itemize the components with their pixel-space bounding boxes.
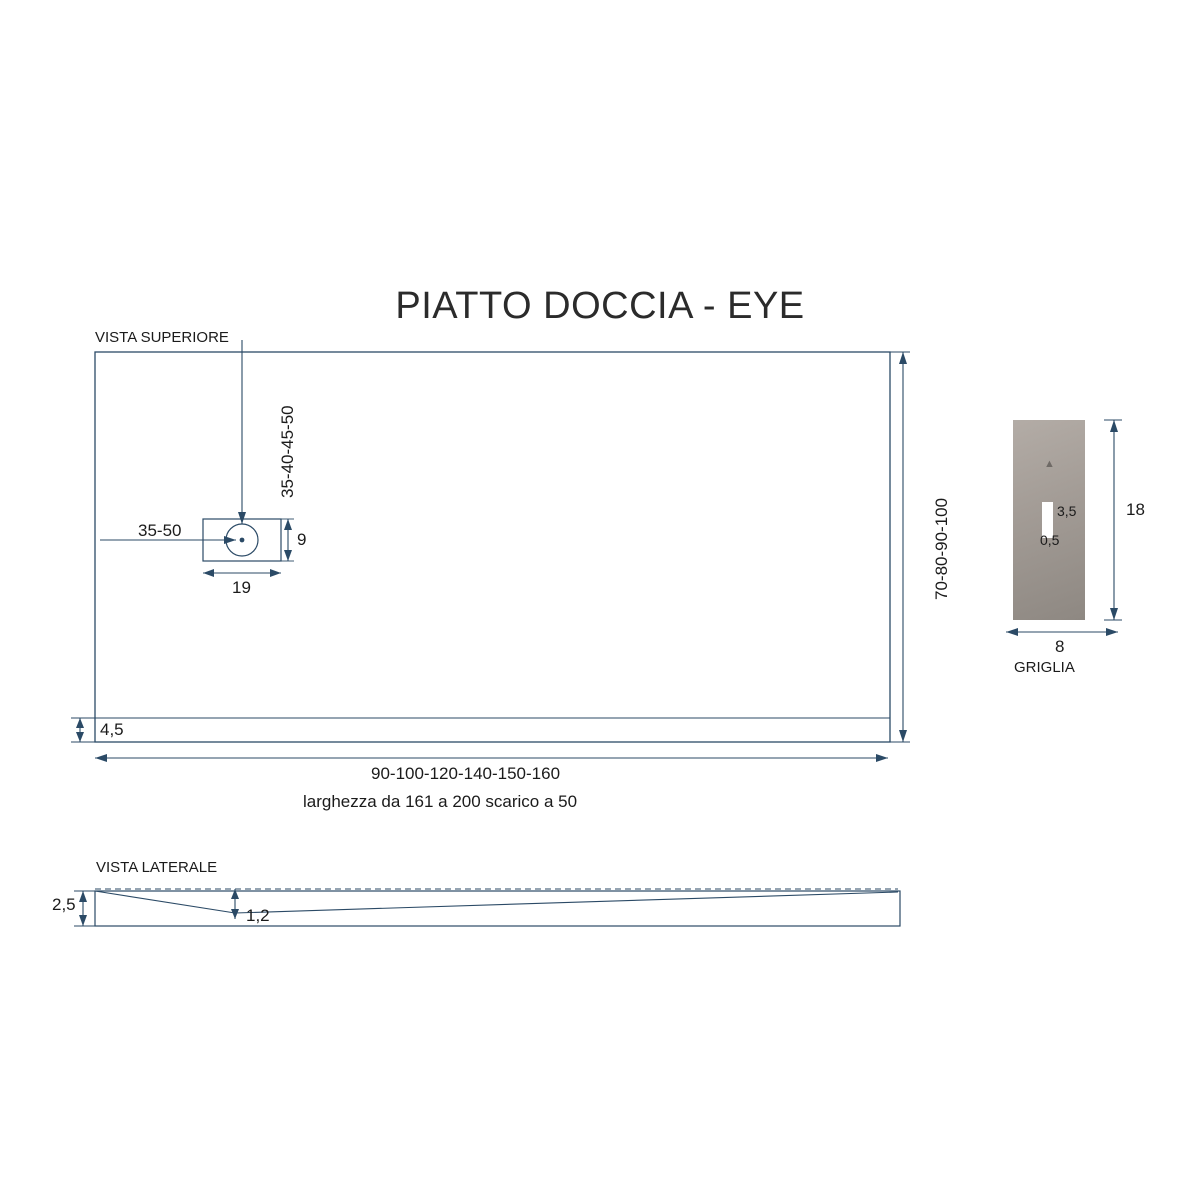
dim-arrow	[284, 550, 292, 561]
dim-drain-box-width: 19	[232, 578, 251, 597]
dim-side-height: 2,5	[52, 895, 76, 914]
dim-arrow	[899, 730, 907, 742]
dim-arrow	[899, 352, 907, 364]
dim-arrow	[79, 915, 87, 926]
dim-grid-slot-length: 3,5	[1057, 503, 1077, 519]
tray-outline	[95, 352, 890, 742]
dim-arrow	[76, 732, 84, 742]
page-title: PIATTO DOCCIA - EYE	[395, 285, 805, 327]
side-view-label: VISTA LATERALE	[96, 859, 218, 876]
top-view-label: VISTA SUPERIORE	[95, 329, 229, 346]
dim-arrow	[95, 754, 107, 762]
dim-arrow	[1110, 608, 1118, 620]
side-slope-left	[95, 891, 235, 913]
dim-drain-box-height: 9	[297, 530, 307, 549]
dim-drain-offset-vertical: 35-40-45-50	[278, 405, 297, 498]
dim-front-edge: 4,5	[100, 720, 124, 739]
dim-arrow	[1110, 420, 1118, 432]
side-slope-right	[235, 892, 898, 913]
dim-grid-width: 8	[1055, 637, 1065, 656]
drain-center-dot	[240, 538, 245, 543]
grid-caption: GRIGLIA	[1014, 659, 1075, 676]
dim-arrow	[1006, 628, 1018, 636]
dim-arrow	[231, 909, 239, 919]
dim-arrow	[876, 754, 888, 762]
grid-illustration	[1013, 420, 1085, 620]
dim-grid-height: 18	[1126, 500, 1145, 519]
dim-grid-slot-width: 0,5	[1040, 532, 1060, 548]
dim-tray-width: 90-100-120-140-150-160	[371, 764, 561, 783]
dim-arrow	[1106, 628, 1118, 636]
grid-up-arrow-icon: ▲	[1044, 458, 1055, 470]
note-width-range: larghezza da 161 a 200 scarico a 50	[303, 792, 578, 811]
dim-tray-depth: 70-80-90-100	[932, 497, 951, 600]
dim-arrow	[76, 718, 84, 728]
drain-vertical-arrowhead	[238, 512, 246, 524]
drain-horizontal-arrowhead	[224, 536, 236, 544]
dim-arrow	[270, 569, 281, 577]
dim-arrow	[79, 891, 87, 902]
dim-side-slope: 1,2	[246, 906, 270, 925]
dim-arrow	[203, 569, 214, 577]
dim-arrow	[284, 519, 292, 530]
dim-drain-offset-horizontal: 35-50	[138, 521, 182, 540]
